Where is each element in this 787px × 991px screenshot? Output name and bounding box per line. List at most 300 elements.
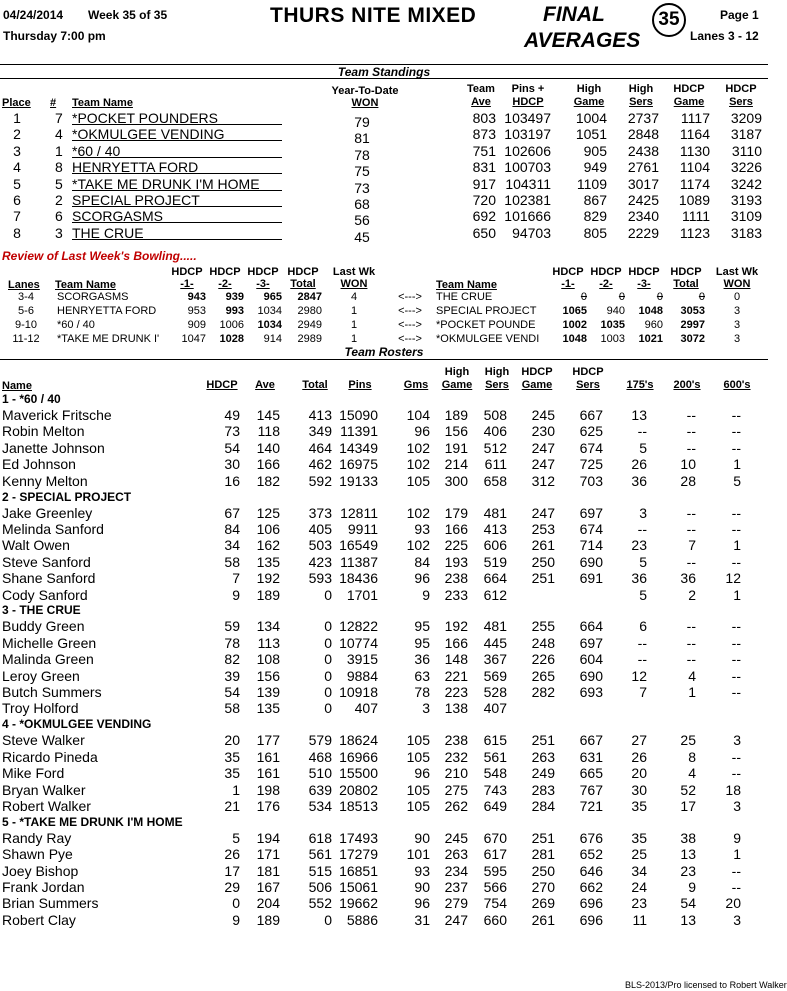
- player-c175: 13: [631, 407, 647, 423]
- player-gms: 90: [414, 829, 430, 846]
- player-c200: 28: [680, 472, 696, 489]
- review-g2-header-left: -2-: [218, 278, 232, 290]
- hdcp-game: 1104: [679, 159, 710, 176]
- player-hds: 696: [579, 911, 603, 928]
- review-g2-right: 1035: [600, 319, 625, 331]
- high-game: 1004: [575, 110, 607, 126]
- team-name: SPECIAL PROJECT: [72, 192, 200, 208]
- player-hg: 247: [444, 911, 468, 928]
- player-name: Maverick Fritsche: [2, 407, 112, 423]
- review-won-left: 1: [350, 305, 358, 317]
- player-ave: 125: [256, 504, 280, 521]
- player-name: Kenny Melton: [2, 472, 88, 489]
- player-pins: 16851: [339, 862, 378, 879]
- player-c200: 23: [680, 862, 696, 879]
- player-hds: 674: [579, 520, 603, 537]
- player-ave: 171: [256, 846, 280, 863]
- player-hds: 721: [579, 797, 603, 814]
- team-name-underline: [72, 239, 282, 240]
- review-g1-left: 943: [187, 291, 206, 303]
- team-number: 1: [55, 142, 63, 159]
- review-total-left: 2847: [297, 291, 322, 303]
- team-number: 3: [55, 224, 63, 241]
- player-hs: 660: [483, 911, 507, 928]
- review-g3-header-right-top: HDCP: [628, 266, 660, 278]
- player-pins: 16966: [339, 748, 378, 765]
- player-hs: 406: [483, 423, 507, 440]
- player-c200: --: [686, 651, 696, 668]
- player-gms: 102: [406, 537, 430, 554]
- player-hg: 192: [444, 618, 468, 635]
- player-hdg: 261: [531, 911, 555, 928]
- high-game: 867: [583, 192, 607, 208]
- review-total-header-left: Total: [290, 278, 316, 290]
- review-total-header-right: Total: [673, 278, 699, 290]
- team-ave: 873: [472, 126, 496, 143]
- team-number: 6: [55, 208, 63, 225]
- hdcp-sers: 3183: [730, 224, 762, 241]
- player-hdg: 249: [531, 765, 555, 782]
- player-pins: 3915: [346, 651, 378, 668]
- hdcp-sers: 3209: [730, 110, 762, 126]
- high-game: 829: [583, 208, 607, 225]
- player-hdg: 261: [531, 537, 555, 554]
- player-name: Steve Walker: [2, 732, 85, 749]
- review-g1-left: 909: [187, 319, 206, 331]
- player-pins: 20802: [339, 781, 378, 798]
- review-team-header-left: Team Name: [55, 279, 116, 291]
- player-gms: 95: [414, 634, 430, 651]
- player-hdg: 253: [531, 520, 555, 537]
- review-total-right: 3053: [680, 305, 705, 317]
- player-gms: 84: [414, 553, 430, 570]
- review-team-right: SPECIAL PROJECT: [436, 305, 537, 317]
- player-name: Shane Sanford: [2, 570, 96, 587]
- player-gms: 36: [414, 651, 430, 668]
- player-pins: 15500: [339, 765, 378, 782]
- player-c600: 1: [733, 586, 741, 603]
- player-c200: --: [686, 439, 696, 456]
- roster-row: [0, 700, 768, 716]
- roster-row: [0, 521, 768, 537]
- player-c175: 11: [632, 911, 647, 928]
- player-hds: 667: [579, 732, 603, 749]
- roster-row: [0, 668, 768, 684]
- team-ave: 751: [472, 142, 496, 159]
- player-hdg: 226: [531, 651, 555, 668]
- review-g2-left: 993: [225, 305, 244, 317]
- player-hdcp: 1: [232, 781, 240, 798]
- col-team-ave-header-top: Team: [467, 83, 495, 95]
- player-hdg: 312: [531, 472, 555, 489]
- player-c600: --: [731, 423, 741, 440]
- pins-hdcp: 101666: [504, 208, 551, 225]
- roster-row: [0, 440, 768, 456]
- team-ave: 692: [472, 208, 496, 225]
- player-c200: 4: [688, 765, 696, 782]
- player-hg: 262: [444, 797, 468, 814]
- review-g3-right: 1048: [638, 305, 663, 317]
- player-total: 593: [308, 570, 332, 587]
- player-total: 0: [324, 911, 332, 928]
- player-hg: 237: [444, 879, 468, 895]
- review-g3-left: 914: [263, 333, 282, 345]
- player-hg: 279: [444, 895, 468, 912]
- player-name: Shawn Pye: [2, 846, 73, 863]
- week-label: Week 35 of 35: [88, 8, 168, 22]
- player-c200: 7: [688, 537, 696, 554]
- player-gms: 102: [406, 504, 430, 521]
- player-c200: --: [686, 634, 696, 651]
- player-c175: 20: [631, 765, 647, 782]
- player-hg: 148: [444, 651, 468, 668]
- player-hs: 658: [483, 472, 507, 489]
- player-c175: --: [637, 423, 647, 440]
- player-ave: 192: [256, 570, 280, 587]
- roster-row: [0, 798, 768, 814]
- player-c175: 25: [631, 846, 647, 863]
- player-hds: 625: [579, 423, 603, 440]
- player-gms: 9: [422, 586, 430, 603]
- player-hdcp: 7: [232, 570, 240, 587]
- place: 1: [13, 110, 21, 126]
- roster-row: [0, 587, 768, 603]
- col-team-name-header: Team Name: [72, 97, 133, 109]
- player-name: Bryan Walker: [2, 781, 86, 798]
- col-gms-header: Gms: [403, 379, 429, 391]
- hdcp-game: 1164: [679, 126, 710, 143]
- player-pins: 16975: [339, 456, 378, 473]
- team-name: THE CRUE: [72, 224, 144, 241]
- col-600-header: 600's: [723, 379, 751, 391]
- review-vs-arrow: <--->: [398, 333, 422, 345]
- player-total: 423: [308, 553, 332, 570]
- player-gms: 105: [406, 732, 430, 749]
- player-c600: --: [731, 667, 741, 684]
- player-hdg: 255: [531, 618, 555, 635]
- review-g2-header-right: -2-: [599, 278, 613, 290]
- col-hdcp_sers-header-top: HDCP: [572, 366, 604, 378]
- player-total: 405: [308, 520, 332, 537]
- col-pins-hdcp-header-top: Pins +: [511, 83, 545, 95]
- team-number: 8: [55, 159, 63, 176]
- review-vs-arrow: <--->: [398, 291, 422, 303]
- player-pins: 17279: [339, 846, 378, 863]
- team-name: HENRYETTA FORD: [72, 159, 199, 176]
- player-name: Robert Clay: [2, 911, 76, 928]
- player-c175: 24: [631, 879, 647, 895]
- team-ave: 720: [472, 192, 496, 208]
- player-hdg: 247: [531, 504, 555, 521]
- col-pins-hdcp-header: HDCP: [512, 96, 544, 108]
- player-total: 561: [308, 846, 332, 863]
- review-vs-arrow: <--->: [398, 319, 422, 331]
- player-ave: 189: [256, 911, 280, 928]
- player-hds: 696: [579, 895, 603, 912]
- pins-hdcp: 103197: [504, 126, 551, 143]
- roster-team-title: 2 - SPECIAL PROJECT: [2, 489, 132, 504]
- review-total-left: 2980: [297, 305, 322, 317]
- player-total: 462: [308, 456, 332, 473]
- team-name: *TAKE ME DRUNK I'M HOME: [72, 175, 260, 192]
- player-hg: 210: [444, 765, 468, 782]
- review-g3-left: 1034: [257, 305, 282, 317]
- player-name: Janette Johnson: [2, 439, 105, 456]
- won: 78: [354, 146, 370, 163]
- player-hdg: 251: [531, 732, 555, 749]
- roster-row: [0, 554, 768, 570]
- player-pins: 16549: [339, 537, 378, 554]
- player-pins: 15090: [339, 407, 378, 423]
- player-hdcp: 35: [224, 748, 240, 765]
- player-hdg: 250: [531, 553, 555, 570]
- review-g2-right: 0: [618, 291, 625, 303]
- player-ave: 182: [256, 472, 280, 489]
- player-hds: 662: [579, 879, 603, 895]
- high-sers: 2438: [627, 142, 659, 159]
- player-name: Walt Owen: [2, 537, 70, 554]
- player-c600: --: [731, 651, 741, 668]
- player-c200: 2: [688, 586, 696, 603]
- player-c600: --: [731, 618, 741, 635]
- review-g2-left: 1006: [219, 319, 244, 331]
- player-c175: 36: [631, 472, 647, 489]
- player-ave: 106: [256, 520, 280, 537]
- player-c175: 35: [631, 797, 647, 814]
- won: 81: [354, 130, 370, 147]
- won: 68: [354, 196, 370, 212]
- player-pins: 12811: [340, 504, 378, 521]
- player-total: 0: [324, 651, 332, 668]
- player-c600: --: [731, 862, 741, 879]
- player-c600: --: [731, 748, 741, 765]
- player-hg: 238: [444, 732, 468, 749]
- player-hs: 445: [483, 634, 507, 651]
- player-ave: 167: [256, 879, 280, 895]
- col-hdcp-game-header: Game: [673, 96, 705, 108]
- player-hs: 367: [483, 651, 507, 668]
- page-number: Page 1: [720, 8, 759, 22]
- player-pins: 19133: [339, 472, 378, 489]
- review-total-right: 3072: [680, 333, 705, 345]
- roster-team-title: 5 - *TAKE ME DRUNK I'M HOME: [2, 814, 183, 829]
- review-won-header-left-top: Last Wk: [332, 266, 376, 278]
- review-g1-header-right-top: HDCP: [552, 266, 584, 278]
- player-name: Buddy Green: [2, 618, 85, 635]
- player-total: 506: [308, 879, 332, 895]
- review-g1-left: 1047: [181, 333, 206, 345]
- player-hg: 275: [444, 781, 468, 798]
- player-total: 592: [308, 472, 332, 489]
- review-total-right: 2997: [680, 319, 705, 331]
- place: 5: [13, 175, 21, 192]
- player-hs: 481: [483, 618, 507, 635]
- team-name-underline: [72, 206, 282, 207]
- pins-hdcp: 102606: [504, 142, 551, 159]
- review-team-right: *POCKET POUNDE: [436, 319, 536, 331]
- review-won-header-left: WON: [340, 278, 368, 290]
- roster-row: [0, 570, 768, 586]
- player-ave: 139: [256, 684, 280, 700]
- player-c175: --: [637, 520, 647, 537]
- player-c200: 17: [680, 797, 696, 814]
- player-c200: 54: [680, 895, 696, 912]
- player-c600: --: [731, 684, 741, 700]
- player-c200: --: [686, 423, 696, 440]
- hdcp-game: 1130: [679, 142, 710, 159]
- review-g1-right: 0: [580, 291, 587, 303]
- col-high-sers-header-top: High: [628, 83, 654, 95]
- review-vs-arrow: <--->: [398, 305, 422, 317]
- review-g3-header-left: -3-: [256, 278, 270, 290]
- player-hdcp: 54: [224, 684, 240, 700]
- pins-hdcp: 104311: [505, 175, 551, 192]
- team-ave: 917: [472, 175, 496, 192]
- high-sers: 2425: [627, 192, 659, 208]
- player-name: Cody Sanford: [2, 586, 88, 603]
- report-date: 04/24/2014: [3, 8, 64, 22]
- team-name-underline: [72, 190, 282, 191]
- player-hds: 725: [579, 456, 603, 473]
- col-high_game-header: Game: [441, 379, 473, 391]
- player-hdg: 283: [531, 781, 555, 798]
- team-name-underline: [72, 222, 282, 223]
- player-gms: 31: [414, 911, 430, 928]
- player-hs: 481: [483, 504, 507, 521]
- place: 4: [13, 159, 21, 176]
- player-c600: --: [731, 407, 741, 423]
- won: 56: [354, 212, 370, 229]
- player-hg: 232: [444, 748, 468, 765]
- pins-hdcp: 94703: [512, 224, 551, 241]
- player-c200: 36: [680, 570, 696, 587]
- player-ave: 162: [256, 537, 280, 554]
- review-team-left: *60 / 40: [57, 319, 95, 331]
- hdcp-sers: 3110: [731, 142, 762, 159]
- player-ave: 198: [256, 781, 280, 798]
- review-g3-right: 1021: [638, 333, 663, 345]
- player-ave: 135: [256, 700, 280, 717]
- player-hdcp: 49: [224, 407, 240, 423]
- place: 2: [13, 126, 21, 143]
- player-hdg: 284: [531, 797, 555, 814]
- player-c600: --: [731, 504, 741, 521]
- player-hds: 714: [579, 537, 603, 554]
- review-won-right: 3: [733, 333, 741, 345]
- player-c175: 3: [639, 504, 647, 521]
- player-c200: 10: [680, 456, 696, 473]
- review-g1-right: 1065: [562, 305, 587, 317]
- league-title: THURS NITE MIXED: [270, 4, 477, 27]
- player-hdcp: 9: [232, 586, 240, 603]
- player-hdcp: 5: [232, 829, 240, 846]
- player-hdcp: 20: [224, 732, 240, 749]
- roster-row: [0, 749, 768, 765]
- review-g3-left: 965: [263, 291, 282, 303]
- player-hds: 697: [579, 504, 603, 521]
- roster-row: [0, 456, 768, 472]
- won: 79: [354, 114, 370, 130]
- player-hs: 407: [483, 700, 507, 717]
- team-name-underline: [72, 157, 282, 158]
- player-gms: 96: [414, 570, 430, 587]
- review-g2-left: 1028: [219, 333, 244, 345]
- review-won-header-right-top: Last Wk: [715, 266, 759, 278]
- player-hg: 166: [444, 634, 468, 651]
- col-num-header: #: [50, 97, 57, 109]
- player-hs: 606: [483, 537, 507, 554]
- hdcp-game: 1117: [680, 110, 710, 126]
- player-hds: 664: [579, 618, 603, 635]
- player-c175: 35: [631, 829, 647, 846]
- player-hdcp: 26: [224, 846, 240, 863]
- player-ave: 194: [256, 829, 280, 846]
- player-hg: 245: [444, 829, 468, 846]
- col-hdcp-sers-header: Sers: [729, 96, 753, 108]
- player-c175: 23: [631, 537, 647, 554]
- team-name: SCORGASMS: [72, 208, 164, 225]
- player-hg: 214: [444, 456, 468, 473]
- high-game: 1051: [575, 126, 607, 143]
- review-lanes: 9-10: [14, 319, 38, 331]
- player-ave: 166: [256, 456, 280, 473]
- col-high_sers-header-top: High: [484, 366, 510, 378]
- player-hs: 595: [483, 862, 507, 879]
- col-high_game-header-top: High: [444, 366, 470, 378]
- team-ave: 803: [472, 110, 496, 126]
- player-name: Steve Sanford: [2, 553, 91, 570]
- player-total: 0: [324, 684, 332, 700]
- player-hdg: 230: [531, 423, 555, 440]
- team-name-underline: [72, 140, 282, 141]
- review-g2-right: 1003: [600, 333, 625, 345]
- player-total: 349: [308, 423, 332, 440]
- review-g2-header-right-top: HDCP: [590, 266, 622, 278]
- player-total: 0: [324, 618, 332, 635]
- review-g1-header-right: -1-: [561, 278, 575, 290]
- player-ave: 156: [256, 667, 280, 684]
- player-hg: 166: [444, 520, 468, 537]
- review-won-left: 1: [350, 319, 358, 331]
- player-hdg: 245: [531, 407, 555, 423]
- player-c200: 13: [680, 846, 696, 863]
- review-won-right: 3: [733, 305, 741, 317]
- player-pins: 19662: [339, 895, 378, 912]
- roster-row: [0, 635, 768, 651]
- team-ave: 650: [472, 224, 496, 241]
- player-ave: 181: [256, 862, 280, 879]
- player-gms: 96: [414, 423, 430, 440]
- player-hdg: 251: [531, 570, 555, 587]
- player-hs: 548: [483, 765, 507, 782]
- hdcp-game: 1089: [678, 192, 710, 208]
- place: 6: [13, 192, 21, 208]
- hdcp-sers: 3193: [730, 192, 762, 208]
- place: 3: [13, 142, 21, 159]
- col-high-game-header-top: High: [576, 83, 602, 95]
- player-c600: 18: [725, 781, 741, 798]
- player-pins: 1701: [346, 586, 378, 603]
- review-won-right: 0: [733, 291, 741, 303]
- player-gms: 101: [406, 846, 430, 863]
- roster-row: [0, 618, 768, 634]
- team-name: *OKMULGEE VENDING: [72, 126, 225, 143]
- player-hdcp: 0: [232, 895, 240, 912]
- player-c175: 23: [631, 895, 647, 912]
- col-place-header: Place: [2, 97, 31, 109]
- player-hds: 676: [579, 829, 603, 846]
- player-hdcp: 82: [224, 651, 240, 668]
